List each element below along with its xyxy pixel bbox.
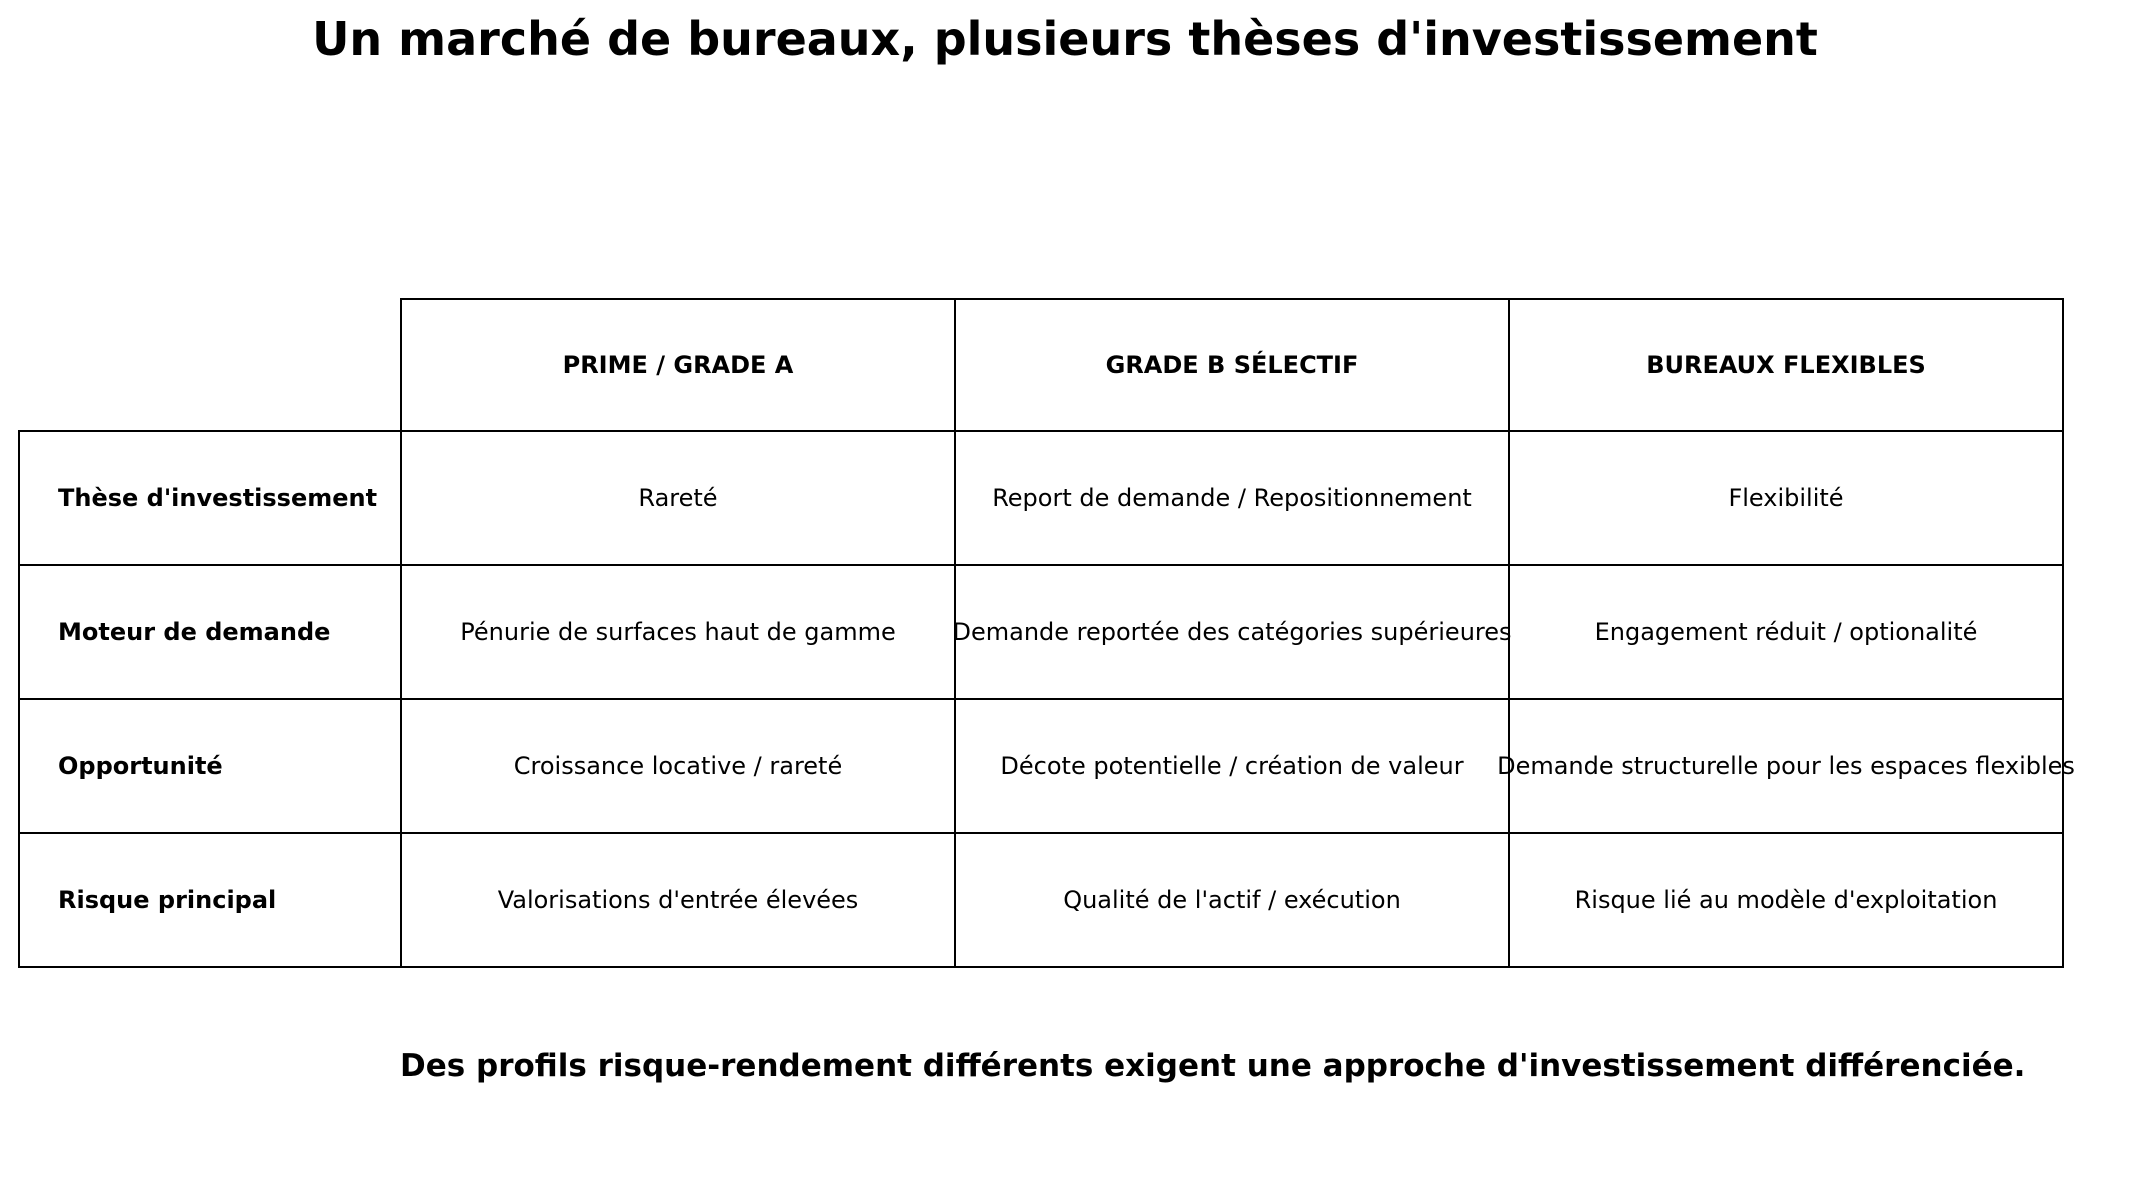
comparison-table <box>18 298 2075 968</box>
table-cell: Valorisations d'entrée élevées <box>402 834 956 968</box>
table-corner <box>18 298 402 432</box>
column-header-flex: BUREAUX FLEXIBLES <box>1510 298 2064 432</box>
table-cell: Report de demande / Repositionnement <box>956 432 1510 566</box>
row-label-risque: Risque principal <box>18 834 402 968</box>
table-cell: Pénurie de surfaces haut de gamme <box>402 566 956 700</box>
table-cell: Qualité de l'actif / exécution <box>956 834 1510 968</box>
row-label-moteur: Moteur de demande <box>18 566 402 700</box>
table-cell: Engagement réduit / optionalité <box>1510 566 2064 700</box>
footnote: Des profils risque-rendement différents exigent une approche d'investissement différenciée. <box>400 1048 2026 1084</box>
table-cell: Rareté <box>402 432 956 566</box>
table-cell: Demande reportée des catégories supérieures <box>956 566 1510 700</box>
table-cell: Demande structurelle pour les espaces flexibles <box>1510 700 2064 834</box>
page-title: Un marché de bureaux, plusieurs thèses d'investissement <box>312 12 1818 66</box>
column-header-grade-b: GRADE B SÉLECTIF <box>956 298 1510 432</box>
row-label-these: Thèse d'investissement <box>18 432 402 566</box>
table-cell: Croissance locative / rareté <box>402 700 956 834</box>
table-cell: Décote potentielle / création de valeur <box>956 700 1510 834</box>
table-cell: Risque lié au modèle d'exploitation <box>1510 834 2064 968</box>
column-header-prime: PRIME / GRADE A <box>402 298 956 432</box>
table-cell: Flexibilité <box>1510 432 2064 566</box>
row-label-opportunite: Opportunité <box>18 700 402 834</box>
